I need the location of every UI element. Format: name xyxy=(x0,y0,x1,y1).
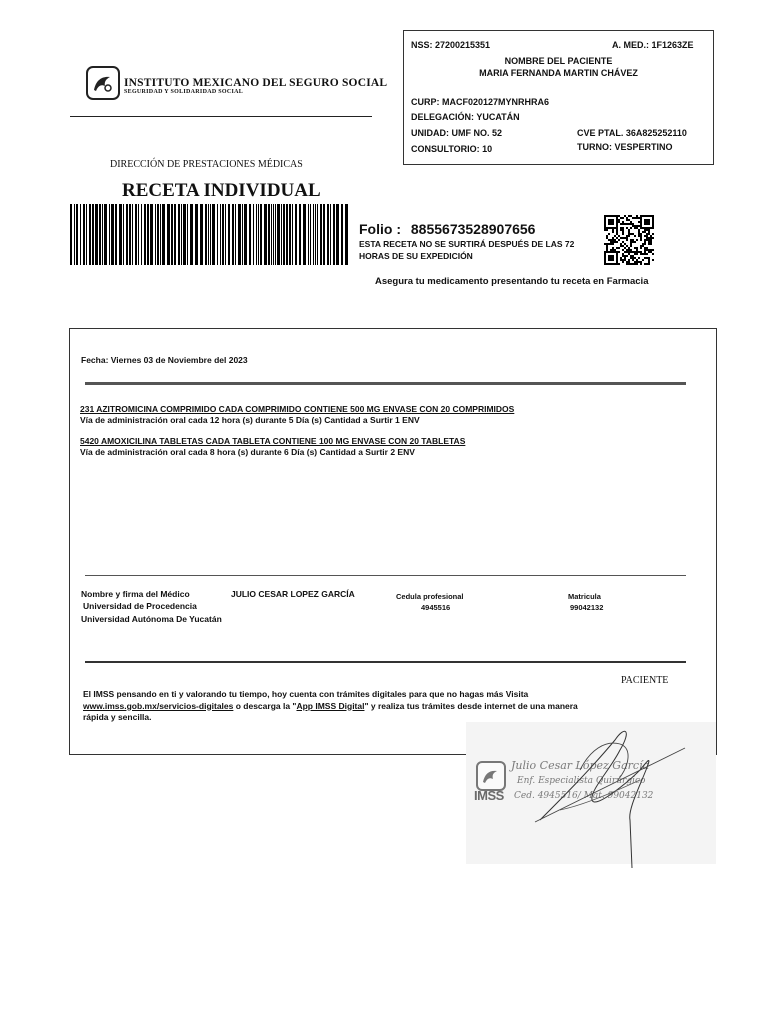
medication-detail: Vía de administración oral cada 8 hora (s) durante 6 Día (s) Cantidad a Surtir 2 ENV xyxy=(80,447,415,457)
cedula-label: Cedula profesional xyxy=(396,592,464,601)
doctor-name: JULIO CESAR LOPEZ GARCÍA xyxy=(231,589,355,599)
curp: CURP: MACF020127MYNRHRA6 xyxy=(411,97,550,107)
medication-detail: Vía de administración oral cada 12 hora (s) durante 5 Día (s) Cantidad a Surtir 1 ENV xyxy=(80,415,420,425)
imss-services-link[interactable]: www.imss.gob.mx/servicios-digitales xyxy=(83,700,234,711)
nss: NSS: 27200215351 xyxy=(411,40,491,50)
folio-number: 8855673528907656 xyxy=(410,221,536,237)
patient-info-box xyxy=(403,30,714,165)
institution-name: INSTITUTO MEXICANO DEL SEGURO SOCIAL xyxy=(124,77,388,89)
doctor-divider xyxy=(85,575,686,576)
notice-text: El IMSS pensando en ti y valorando tu tiempo, hoy cuenta con trámites digitales para que no hagas más Visita xyxy=(83,689,529,699)
folio-barcode xyxy=(70,204,350,265)
patient-name-label: NOMBRE DEL PACIENTE xyxy=(504,56,613,66)
cve-ptal: CVE PTAL. 36A825252110 xyxy=(577,128,687,138)
folio xyxy=(359,221,535,237)
patient-name: MARIA FERNANDA MARTIN CHÁVEZ xyxy=(479,68,638,78)
institution-tagline: SEGURIDAD Y SOLIDARIDAD SOCIAL xyxy=(124,89,244,95)
stamp-brand: IMSS xyxy=(474,788,504,803)
prescription-date: Fecha: Viernes 03 de Noviembre del 2023 xyxy=(81,355,248,365)
footer-divider xyxy=(85,661,686,663)
stamp-imss-logo-icon xyxy=(476,761,506,791)
matricula-label: Matricula xyxy=(568,592,601,601)
notice-text: " y realiza tus trámites desde internet de una manera rápida y sencilla. xyxy=(83,700,578,722)
stamp-credentials: Ced. 4945516/ Mat. 99042132 xyxy=(514,791,654,801)
department-name: DIRECCIÓN DE PRESTACIONES MÉDICAS xyxy=(110,159,303,170)
stamp-name: Julio Cesar López García xyxy=(511,759,650,772)
folio-expiry-note: ESTA RECETA NO SE SURTIRÁ DESPUÉS DE LAS 72 HORAS DE SU EXPEDICIÓN xyxy=(359,239,575,261)
university-label: Universidad de Procedencia xyxy=(83,601,197,611)
cedula-value: 4945516 xyxy=(421,603,451,612)
matricula-value: 99042132 xyxy=(570,603,604,612)
doctor-signature xyxy=(520,710,700,870)
app-imss-digital-link[interactable]: App IMSS Digital xyxy=(296,700,365,711)
unidad: UNIDAD: UMF NO. 52 xyxy=(411,128,503,138)
date-divider xyxy=(85,382,686,385)
doctor-name-label: Nombre y firma del Médico xyxy=(81,589,190,599)
copy-label: PACIENTE xyxy=(621,675,669,686)
medication-title: 5420 AMOXICILINA TABLETAS CADA TABLETA CONTIENE 100 MG ENVASE CON 20 TABLETAS xyxy=(80,436,466,446)
consultorio: CONSULTORIO: 10 xyxy=(411,144,493,154)
notice-text: o descarga la " xyxy=(233,700,297,711)
a-med: A. MED.: 1F1263ZE xyxy=(612,40,694,50)
stamp-title: Enf. Especialista Quirúrgico xyxy=(517,776,646,786)
qr-code xyxy=(604,215,654,265)
university-name: Universidad Autónoma De Yucatán xyxy=(81,614,222,624)
page-title: RECETA INDIVIDUAL xyxy=(122,180,321,201)
pharmacy-note: Asegura tu medicamento presentando tu receta en Farmacia xyxy=(375,276,649,287)
imss-logo xyxy=(86,66,388,100)
header-divider xyxy=(70,116,372,117)
medication-title: 231 AZITROMICINA COMPRIMIDO CADA COMPRIMIDO CONTIENE 500 MG ENVASE CON 20 COMPRIMIDOS xyxy=(80,404,515,414)
folio-label: Folio : xyxy=(359,221,401,237)
imss-eagle-icon xyxy=(86,66,120,100)
delegacion: DELEGACIÓN: YUCATÁN xyxy=(411,112,520,122)
turno: TURNO: VESPERTINO xyxy=(577,142,673,152)
